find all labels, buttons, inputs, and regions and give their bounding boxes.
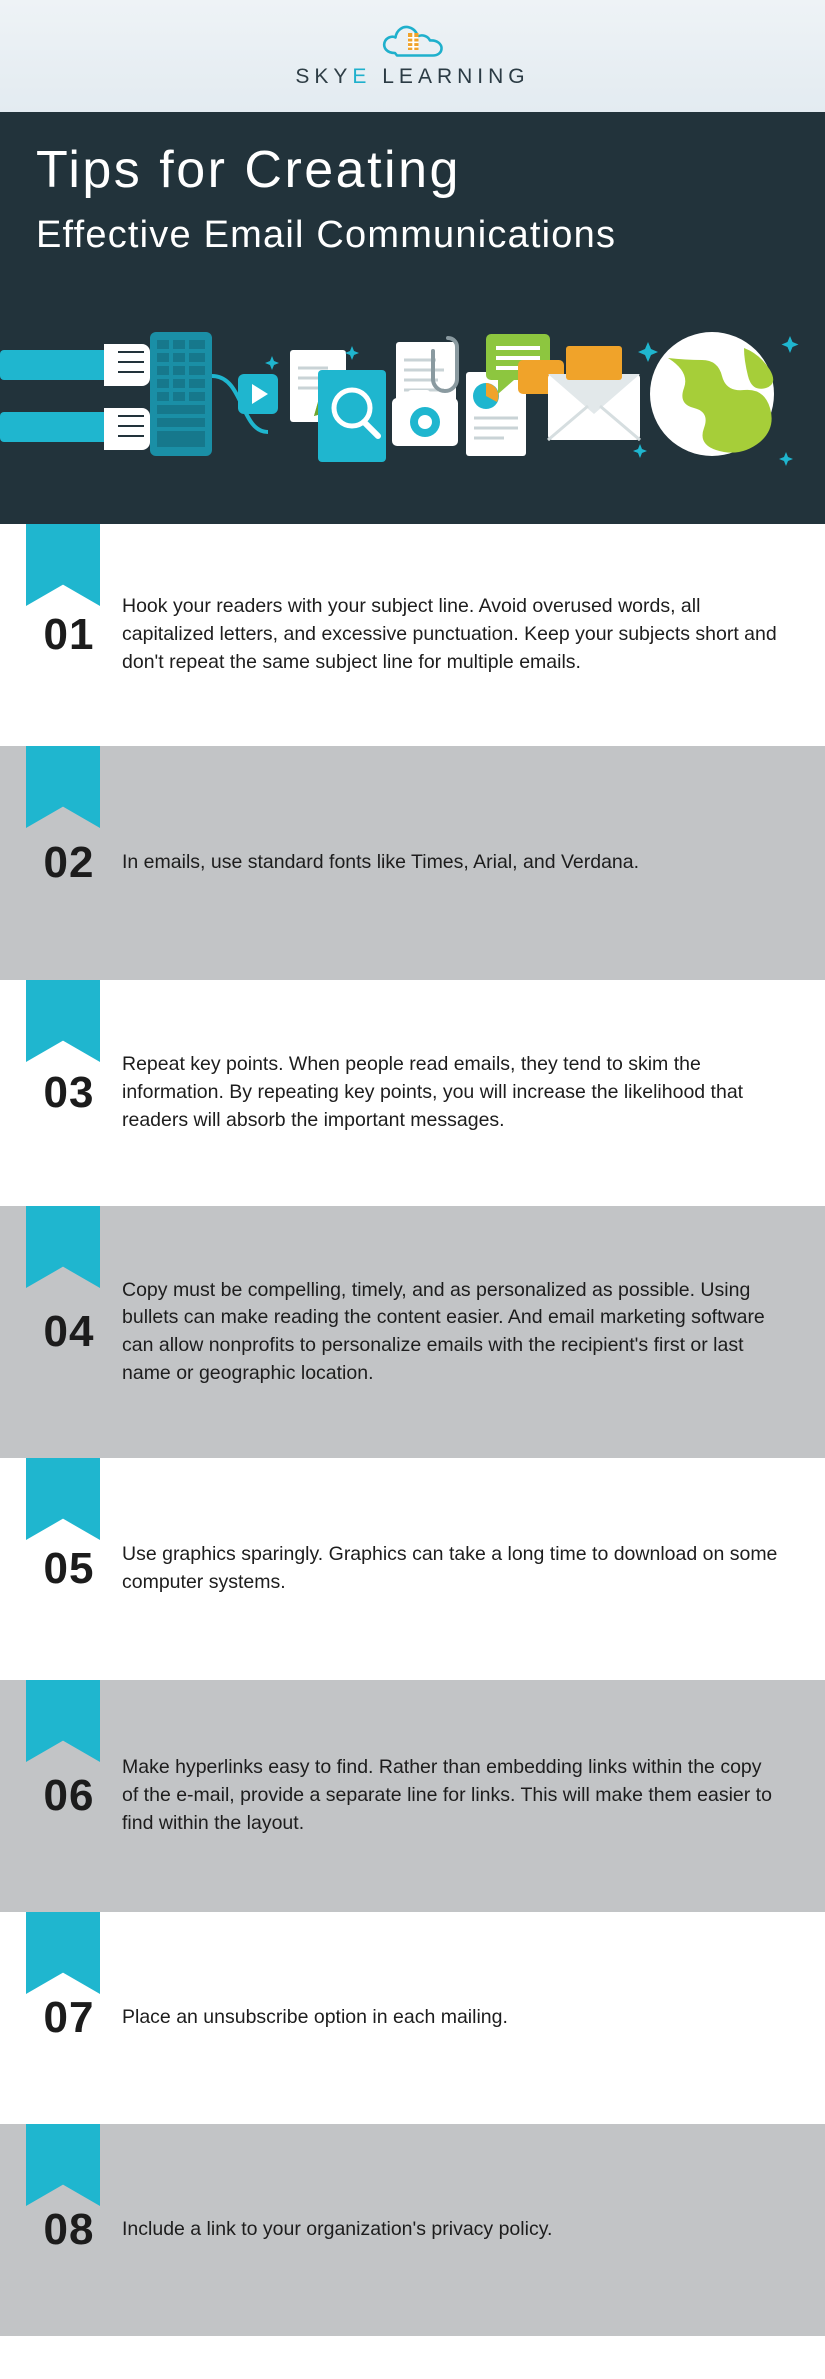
brand-lockup <box>295 23 529 89</box>
tip-number: 06 <box>43 1771 95 1820</box>
brand-header <box>0 0 825 112</box>
tip-item-03 <box>0 980 825 1206</box>
tip-text: Hook your readers with your subject line. Avoid overused words, all capitalized letters, and excessive punctuation. Keep your subjects short and don't repeat the same subject line for multiple emails. <box>122 595 777 673</box>
tip-number: 02 <box>43 838 95 887</box>
page-subtitle: Effective Email Communications <box>36 214 617 256</box>
tip-text: In emails, use standard fonts like Times, Arial, and Verdana. <box>122 851 640 874</box>
tip-text: Make hyperlinks easy to find. Rather than embedding links within the copy of the e-mail, provide a separate line for links. This will make them easier to find within the layout. <box>122 1756 772 1834</box>
tip-text: Repeat key points. When people read emails, they tend to skim the information. By repeating key points, you will increase the likelihood that readers will absorb the important messages. <box>122 1053 744 1131</box>
brand-name <box>295 65 529 89</box>
email-marketing-illustration <box>0 312 825 512</box>
ribbon-icon <box>26 1912 100 1994</box>
tip-item-04 <box>0 1206 825 1458</box>
tip-text: Include a link to your organization's privacy policy. <box>122 2218 553 2241</box>
tip-text: Place an unsubscribe option in each mailing. <box>122 2006 508 2029</box>
tip-number: 07 <box>43 1993 95 2042</box>
ribbon-icon <box>26 746 100 828</box>
ribbon-icon <box>26 1206 100 1288</box>
tip-item-07 <box>0 1912 825 2124</box>
tips-list <box>0 524 825 2336</box>
tip-item-06 <box>0 1680 825 1912</box>
ribbon-icon <box>26 1458 100 1540</box>
brand-name-part2: LEARNING <box>371 65 530 88</box>
hero-banner <box>0 112 825 524</box>
tip-item-08 <box>0 2124 825 2336</box>
tip-item-02 <box>0 746 825 980</box>
tip-number: 04 <box>43 1307 95 1356</box>
tip-item-05 <box>0 1458 825 1680</box>
tip-number: 03 <box>43 1068 95 1117</box>
brand-name-part1: SKY <box>295 65 353 88</box>
ribbon-icon <box>26 2124 100 2206</box>
tip-item-01 <box>0 524 825 746</box>
ribbon-icon <box>26 1680 100 1762</box>
tip-number: 01 <box>43 610 95 659</box>
ribbon-icon <box>26 980 100 1062</box>
tip-number: 05 <box>43 1544 95 1593</box>
cloud-with-book-icon <box>381 23 445 61</box>
tip-number: 08 <box>43 2205 95 2254</box>
page-title: Tips for Creating <box>36 141 461 199</box>
tip-text: Use graphics sparingly. Graphics can take a long time to download on some computer systems. <box>122 1543 778 1593</box>
brand-name-accent: E <box>352 65 372 88</box>
ribbon-icon <box>26 524 100 606</box>
tip-text: Copy must be compelling, timely, and as personalized as possible. Using bullets can make reading the content easier. And email marketing software can allow nonprofits to personalize emails with the recipient's first or last name or geographic location. <box>122 1278 765 1384</box>
